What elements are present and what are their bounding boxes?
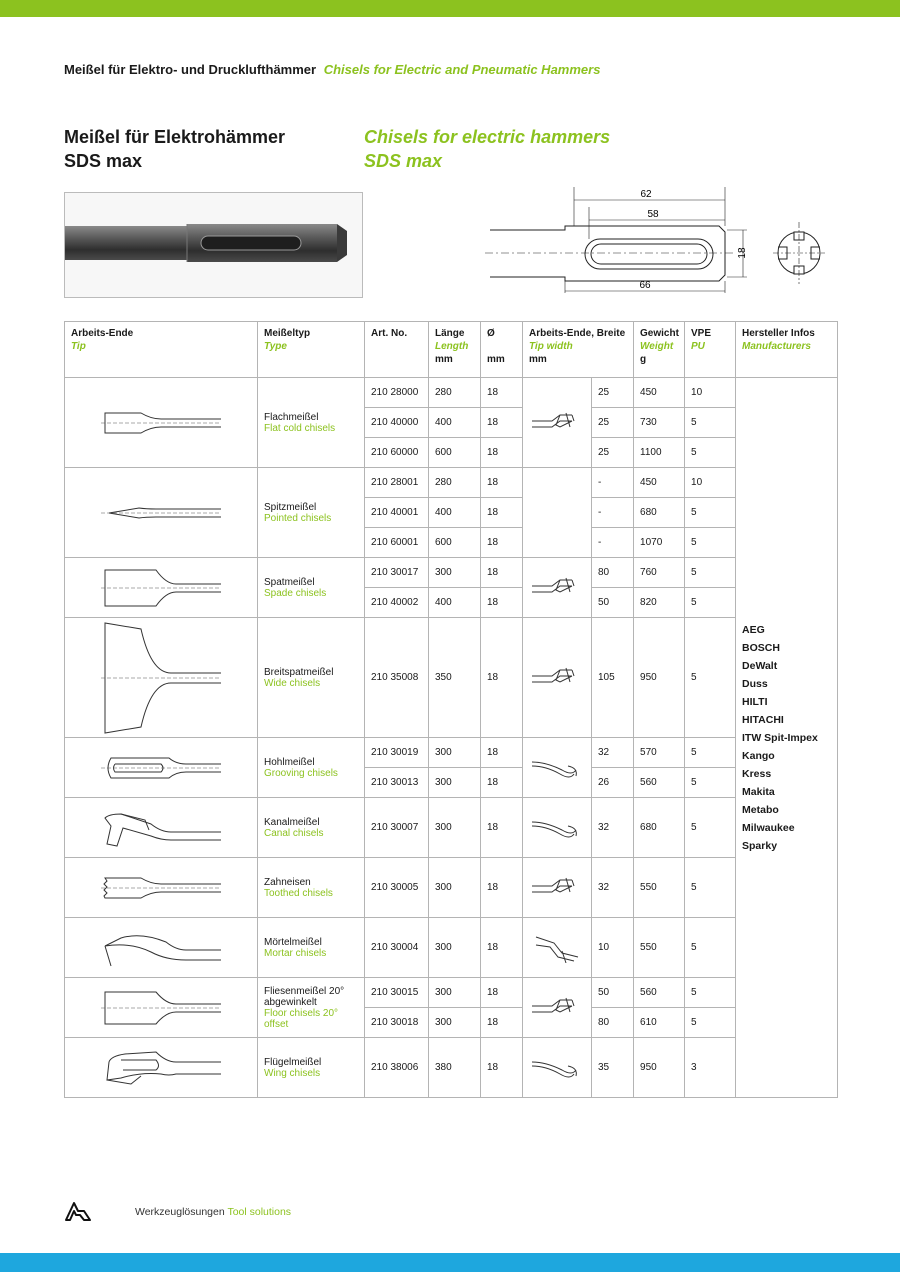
- tip-width: 10: [592, 918, 634, 978]
- tip-width: 50: [592, 588, 634, 618]
- art-no: 210 60001: [365, 528, 429, 558]
- tip-drawing: [65, 978, 258, 1038]
- diameter: 18: [481, 558, 523, 588]
- manufacturer: Sparky: [742, 839, 778, 852]
- dim-18: 18: [737, 247, 748, 259]
- title-de-line2: SDS max: [64, 151, 143, 171]
- weight: 680: [634, 798, 685, 858]
- type-de: Flügelmeißel: [264, 1056, 322, 1068]
- pu: 5: [685, 528, 736, 558]
- product-photo: [64, 192, 363, 298]
- tip-width: 25: [592, 438, 634, 468]
- tip-drawing: [65, 858, 258, 918]
- chisel-type: [258, 798, 365, 858]
- manufacturers-list: [736, 378, 838, 1098]
- art-no: 210 40001: [365, 498, 429, 528]
- type-de: Fliesenmeißel 20° abgewinkelt: [264, 985, 345, 1008]
- chisel-type: [258, 918, 365, 978]
- weight: 550: [634, 858, 685, 918]
- tip-width-drawing: [523, 798, 592, 858]
- diameter: 18: [481, 528, 523, 558]
- mortar-chisel-icon: [71, 926, 251, 970]
- table-header-row: [65, 322, 838, 378]
- col-manufacturers: Hersteller Infos Manufacturers: [736, 322, 838, 378]
- tip-width-icon: [529, 666, 585, 690]
- chisel-type: [258, 978, 365, 1038]
- type-en: Wide chisels: [264, 677, 321, 689]
- tip-drawing: [65, 798, 258, 858]
- footer: [135, 1206, 291, 1218]
- weight: 760: [634, 558, 685, 588]
- diameter: 18: [481, 918, 523, 978]
- type-en: Pointed chisels: [264, 512, 332, 524]
- tip-width: 80: [592, 558, 634, 588]
- art-no: 210 30004: [365, 918, 429, 978]
- diameter: 18: [481, 378, 523, 408]
- weight: 450: [634, 378, 685, 408]
- grooving-chisel-icon: [71, 753, 251, 783]
- canal-chisel-icon: [71, 806, 251, 850]
- type-de: Zahneisen: [264, 876, 311, 888]
- pu: 5: [685, 978, 736, 1008]
- art-no: 210 30019: [365, 738, 429, 768]
- tip-drawing: [65, 468, 258, 558]
- diameter: 18: [481, 738, 523, 768]
- pu: 5: [685, 408, 736, 438]
- art-no: 210 30005: [365, 858, 429, 918]
- type-de: Kanalmeißel: [264, 816, 320, 828]
- type-en: Spade chisels: [264, 587, 327, 599]
- table-row: [65, 558, 838, 588]
- dim-62: 62: [640, 189, 652, 200]
- table-row: [65, 378, 838, 408]
- art-no: 210 30015: [365, 978, 429, 1008]
- weight: 1070: [634, 528, 685, 558]
- type-de: Hohlmeißel: [264, 756, 315, 768]
- type-de: Mörtelmeißel: [264, 936, 322, 948]
- diameter: 18: [481, 438, 523, 468]
- tip-width: 50: [592, 978, 634, 1008]
- col-diameter: Ø mm: [481, 322, 523, 378]
- manufacturer: Kress: [742, 767, 772, 780]
- art-no: 210 28001: [365, 468, 429, 498]
- weight: 1100: [634, 438, 685, 468]
- flat-chisel-icon: [71, 408, 251, 438]
- manufacturer: Duss: [742, 677, 768, 690]
- pu: 5: [685, 768, 736, 798]
- manufacturer: Metabo: [742, 803, 779, 816]
- tip-width: 32: [592, 858, 634, 918]
- pu: 5: [685, 558, 736, 588]
- tip-width-drawing: [523, 738, 592, 798]
- manufacturer: HITACHI: [742, 713, 784, 726]
- weight: 450: [634, 468, 685, 498]
- art-no: 210 30007: [365, 798, 429, 858]
- weight: 560: [634, 978, 685, 1008]
- chisel-type: [258, 738, 365, 798]
- manufacturer: Milwaukee: [742, 821, 795, 834]
- chisel-type: [258, 378, 365, 468]
- tip-width-icon: [529, 1054, 585, 1082]
- tip-drawing: [65, 618, 258, 738]
- tip-width-icon: [529, 996, 585, 1020]
- type-en: Mortar chisels: [264, 947, 327, 959]
- tip-width-icon: [529, 876, 585, 900]
- tip-width-icon: [529, 411, 585, 435]
- tip-width: 25: [592, 378, 634, 408]
- chisel-type: [258, 1038, 365, 1098]
- weight: 950: [634, 618, 685, 738]
- section-title-de: [64, 125, 285, 173]
- tip-drawing: [65, 1038, 258, 1098]
- tip-width-drawing: [523, 618, 592, 738]
- tip-width-drawing: [523, 918, 592, 978]
- spade-chisel-icon: [71, 566, 251, 610]
- length: 300: [429, 1008, 481, 1038]
- tip-width-drawing: [523, 1038, 592, 1098]
- length: 350: [429, 618, 481, 738]
- length: 280: [429, 378, 481, 408]
- col-tip: Arbeits-Ende Tip: [65, 322, 258, 378]
- tip-width-drawing: [523, 978, 592, 1038]
- length: 600: [429, 438, 481, 468]
- footer-en: Tool solutions: [227, 1206, 292, 1218]
- length: 600: [429, 528, 481, 558]
- type-en: Flat cold chisels: [264, 422, 336, 434]
- art-no: 210 30013: [365, 768, 429, 798]
- header-en: Chisels for Electric and Pneumatic Hammers: [323, 62, 601, 77]
- table-row: [65, 1038, 838, 1098]
- type-de: Breitspatmeißel: [264, 666, 334, 678]
- art-no: 210 30018: [365, 1008, 429, 1038]
- tip-width-icon: [529, 754, 585, 782]
- length: 300: [429, 738, 481, 768]
- chisel-type: [258, 468, 365, 558]
- tip-width-drawing: [523, 858, 592, 918]
- tip-width: 32: [592, 738, 634, 768]
- diameter: 18: [481, 618, 523, 738]
- pu: 10: [685, 468, 736, 498]
- weight: 950: [634, 1038, 685, 1098]
- pu: 5: [685, 498, 736, 528]
- tip-width: 26: [592, 768, 634, 798]
- tip-width-drawing: [523, 558, 592, 618]
- title-en-line2: SDS max: [364, 151, 443, 171]
- length: 300: [429, 768, 481, 798]
- table-row: [65, 918, 838, 978]
- floor-chisel-icon: [71, 988, 251, 1028]
- length: 280: [429, 468, 481, 498]
- tip-width-icon: [529, 576, 585, 600]
- manufacturer: Makita: [742, 785, 775, 798]
- diameter: 18: [481, 1008, 523, 1038]
- pu: 5: [685, 858, 736, 918]
- manufacturer: BOSCH: [742, 641, 780, 654]
- weight: 820: [634, 588, 685, 618]
- col-weight: Gewicht Weight g: [634, 322, 685, 378]
- diameter: 18: [481, 468, 523, 498]
- type-en: Floor chisels 20° offset: [264, 1007, 339, 1030]
- tip-width: -: [592, 528, 634, 558]
- tip-width-drawing: [523, 378, 592, 468]
- manufacturer: ITW Spit-Impex: [742, 731, 818, 744]
- table-row: [65, 738, 838, 768]
- header-de: Meißel für Elektro- und Drucklufthämmer: [64, 62, 317, 77]
- art-no: 210 35008: [365, 618, 429, 738]
- art-no: 210 38006: [365, 1038, 429, 1098]
- pu: 5: [685, 588, 736, 618]
- pu: 5: [685, 798, 736, 858]
- table-row: [65, 978, 838, 1008]
- title-en-line1: Chisels for electric hammers: [364, 127, 611, 147]
- tip-width-icon: [529, 933, 585, 963]
- tip-drawing: [65, 918, 258, 978]
- type-de: Flachmeißel: [264, 411, 319, 423]
- type-en: Wing chisels: [264, 1067, 321, 1079]
- tip-width: 105: [592, 618, 634, 738]
- weight: 560: [634, 768, 685, 798]
- chisel-type: [258, 558, 365, 618]
- length: 300: [429, 918, 481, 978]
- pu: 5: [685, 438, 736, 468]
- type-en: Canal chisels: [264, 827, 324, 839]
- pu: 10: [685, 378, 736, 408]
- diameter: 18: [481, 768, 523, 798]
- pu: 5: [685, 1008, 736, 1038]
- pu: 5: [685, 918, 736, 978]
- weight: 550: [634, 918, 685, 978]
- type-de: Spatmeißel: [264, 576, 315, 588]
- weight: 610: [634, 1008, 685, 1038]
- art-no: 210 40000: [365, 408, 429, 438]
- art-no: 210 28000: [365, 378, 429, 408]
- length: 300: [429, 798, 481, 858]
- wide-chisel-icon: [71, 621, 251, 735]
- weight: 570: [634, 738, 685, 768]
- length: 400: [429, 498, 481, 528]
- company-logo-icon: [64, 1200, 92, 1222]
- type-en: Toothed chisels: [264, 887, 333, 899]
- tip-width: -: [592, 498, 634, 528]
- page-header: [64, 62, 600, 77]
- dim-58: 58: [647, 209, 659, 220]
- art-no: 210 30017: [365, 558, 429, 588]
- diameter: 18: [481, 858, 523, 918]
- diameter: 18: [481, 588, 523, 618]
- dim-66: 66: [639, 280, 651, 291]
- table-row: [65, 468, 838, 498]
- tip-width: 32: [592, 798, 634, 858]
- toothed-chisel-icon: [71, 873, 251, 903]
- chisel-type: [258, 858, 365, 918]
- pu: 5: [685, 738, 736, 768]
- chisel-table: [64, 321, 838, 1098]
- length: 300: [429, 858, 481, 918]
- diameter: 18: [481, 798, 523, 858]
- title-de-line1: Meißel für Elektrohämmer: [64, 127, 286, 147]
- manufacturer: Kango: [742, 749, 775, 762]
- table-row: [65, 618, 838, 738]
- diameter: 18: [481, 498, 523, 528]
- dimension-drawing: [485, 180, 845, 295]
- footer-de: Werkzeuglösungen: [135, 1206, 225, 1218]
- length: 380: [429, 1038, 481, 1098]
- length: 300: [429, 978, 481, 1008]
- tip-drawing: [65, 378, 258, 468]
- diameter: 18: [481, 408, 523, 438]
- length: 400: [429, 588, 481, 618]
- manufacturer: DeWalt: [742, 659, 778, 672]
- col-type: Meißeltyp Type: [258, 322, 365, 378]
- type-en: Grooving chisels: [264, 767, 338, 779]
- tip-width-icon: [529, 814, 585, 842]
- weight: 730: [634, 408, 685, 438]
- col-length: Länge Length mm: [429, 322, 481, 378]
- tip-drawing: [65, 738, 258, 798]
- table-row: [65, 858, 838, 918]
- diameter: 18: [481, 978, 523, 1008]
- manufacturer: HILTI: [742, 695, 768, 708]
- diameter: 18: [481, 1038, 523, 1098]
- bottom-accent-bar: [0, 1253, 900, 1272]
- col-art: Art. No.: [365, 322, 429, 378]
- manufacturer: AEG: [742, 623, 765, 636]
- col-pu: VPE PU: [685, 322, 736, 378]
- tip-width: -: [592, 468, 634, 498]
- table-row: [65, 798, 838, 858]
- tip-width: 35: [592, 1038, 634, 1098]
- section-title-en: [364, 125, 610, 173]
- sds-max-shank-photo-icon: [65, 193, 362, 297]
- pu: 3: [685, 1038, 736, 1098]
- art-no: 210 60000: [365, 438, 429, 468]
- tip-width: 80: [592, 1008, 634, 1038]
- length: 300: [429, 558, 481, 588]
- top-accent-bar: [0, 0, 900, 17]
- weight: 680: [634, 498, 685, 528]
- tip-width-drawing: [523, 468, 592, 558]
- type-de: Spitzmeißel: [264, 501, 317, 513]
- art-no: 210 40002: [365, 588, 429, 618]
- chisel-type: [258, 618, 365, 738]
- pointed-chisel-icon: [71, 498, 251, 528]
- tip-drawing: [65, 558, 258, 618]
- length: 400: [429, 408, 481, 438]
- wing-chisel-icon: [71, 1046, 251, 1090]
- pu: 5: [685, 618, 736, 738]
- tip-width: 25: [592, 408, 634, 438]
- col-width: Arbeits-Ende, Breite Tip width mm: [523, 322, 634, 378]
